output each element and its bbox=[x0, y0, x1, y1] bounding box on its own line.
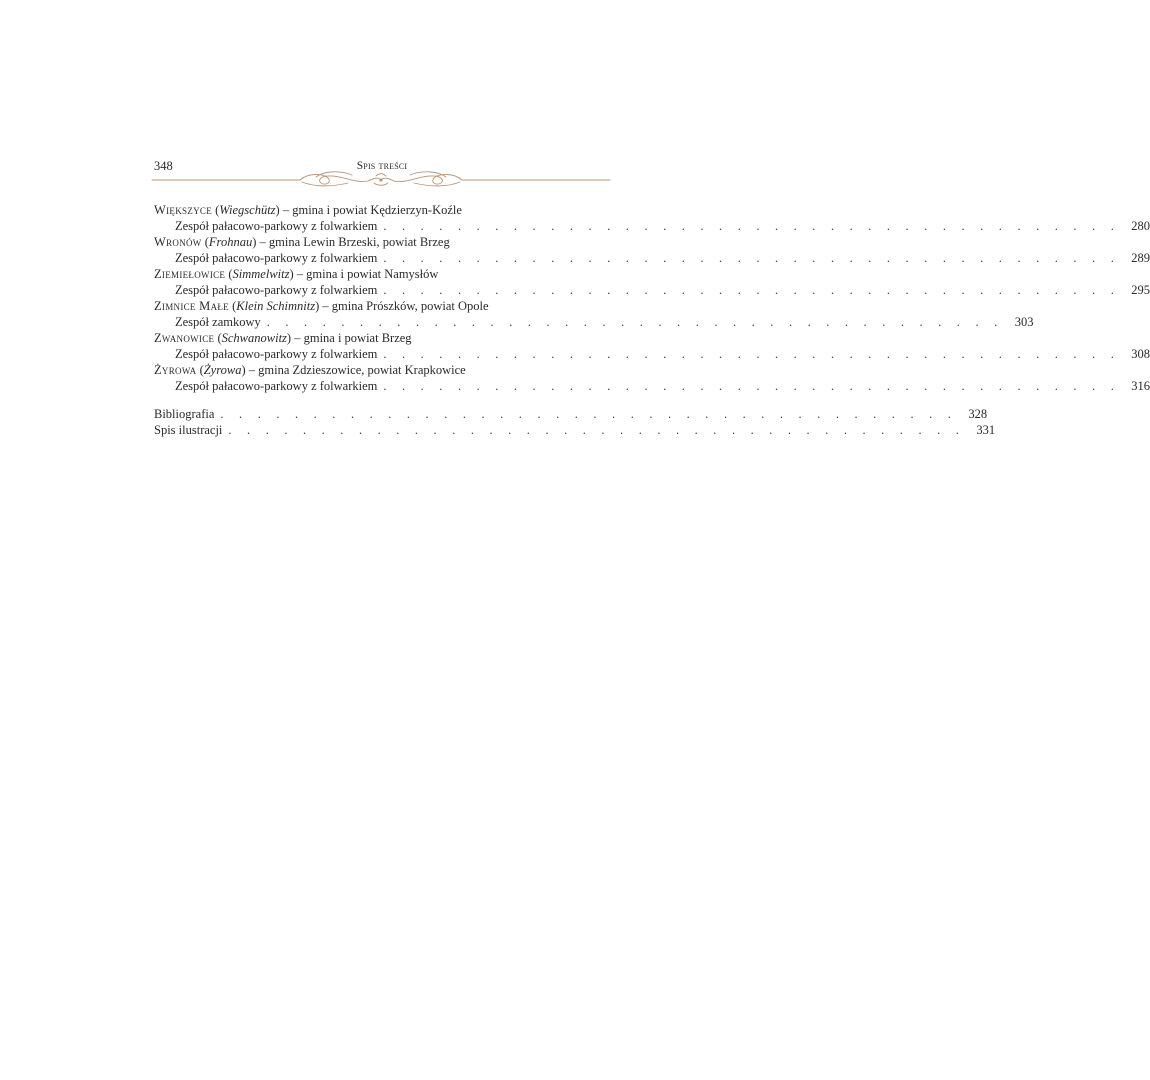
section-spacer bbox=[154, 394, 609, 406]
entry-item: Zespół pałacowo-parkowy z folwarkiem bbox=[175, 283, 378, 297]
page-ref: 331 bbox=[976, 423, 996, 437]
decorative-flourish-icon bbox=[152, 169, 610, 191]
region: gmina Prószków, powiat Opole bbox=[331, 299, 489, 313]
region: gmina i powiat Kędzierzyn-Koźle bbox=[292, 203, 462, 217]
entry-title bbox=[154, 202, 609, 218]
toc-entry-ziemielowice bbox=[154, 266, 1150, 298]
page-ref: 280 bbox=[1131, 219, 1150, 233]
entry-item: Zespół zamkowy bbox=[175, 315, 261, 329]
entry-item: Zespół pałacowo-parkowy z folwarkiem bbox=[175, 219, 378, 233]
page-header bbox=[0, 0, 763, 200]
paren-open: ( bbox=[228, 299, 237, 313]
paren-open: ( bbox=[225, 267, 233, 281]
paren-open: ( bbox=[196, 363, 204, 377]
entry-title bbox=[154, 362, 609, 378]
page-ref: 308 bbox=[1131, 347, 1150, 361]
place-name: Wronów bbox=[154, 235, 202, 249]
german-name: Frohnau bbox=[208, 235, 253, 249]
region: gmina Lewin Brzeski, powiat Brzeg bbox=[268, 235, 450, 249]
place-name: Ziemiełowice bbox=[154, 267, 226, 281]
region: gmina Zdzieszowice, powiat Krapkowice bbox=[258, 363, 466, 377]
dot-leader: . . . . . . . . . . . . . . . . . . . . . . . . . . . . . . . . . . . . . . . . bbox=[266, 315, 1004, 329]
paren-open: ( bbox=[212, 203, 220, 217]
region: gmina i powiat Namysłów bbox=[306, 267, 439, 281]
toc-line-illustrations[interactable] bbox=[154, 422, 996, 438]
toc-line[interactable] bbox=[154, 314, 1034, 330]
entry-item: Zespół pałacowo-parkowy z folwarkiem bbox=[175, 251, 378, 265]
entry-title bbox=[154, 234, 609, 250]
toc-line[interactable] bbox=[154, 282, 1150, 298]
toc-line[interactable] bbox=[154, 218, 1150, 234]
toc-entry-zimnice-male bbox=[154, 298, 1034, 330]
dot-leader: . . . . . . . . . . . . . . . . . . . . . . . . . . . . . . . . . . . . . . . . bbox=[383, 219, 1121, 233]
german-name: Wiegschütz bbox=[219, 203, 276, 217]
entry-item: Zespół pałacowo-parkowy z folwarkiem bbox=[175, 347, 378, 361]
paren-close: ) – bbox=[315, 299, 332, 313]
entry-item: Zespół pałacowo-parkowy z folwarkiem bbox=[175, 379, 378, 393]
paren-close: ) – bbox=[252, 235, 269, 249]
toc-entry-wronow bbox=[154, 234, 1150, 266]
toc-line[interactable] bbox=[154, 378, 1150, 394]
dot-leader: . . . . . . . . . . . . . . . . . . . . . . . . . . . . . . . . . . . . . . . . bbox=[220, 407, 958, 421]
illustrations-label: Spis ilustracji bbox=[154, 423, 223, 437]
toc-entry-zyrowa bbox=[154, 362, 1150, 394]
place-name: Żyrowa bbox=[154, 363, 197, 377]
place-name: Zimnice Małe bbox=[154, 299, 229, 313]
german-name: Żyrowa bbox=[203, 363, 242, 377]
dot-leader: . . . . . . . . . . . . . . . . . . . . . . . . . . . . . . . . . . . . . . . . bbox=[383, 283, 1121, 297]
page-ref: 295 bbox=[1131, 283, 1150, 297]
place-name: Większyce bbox=[154, 203, 212, 217]
paren-close: ) – bbox=[275, 203, 293, 217]
german-name: Schwanowitz bbox=[221, 331, 287, 345]
dot-leader: . . . . . . . . . . . . . . . . . . . . . . . . . . . . . . . . . . . . . . . . bbox=[383, 251, 1121, 265]
place-name: Zwanowice bbox=[154, 331, 215, 345]
toc-entry-zwanowice bbox=[154, 330, 1150, 362]
toc-line-bibliography[interactable] bbox=[154, 406, 988, 422]
page-ref: 289 bbox=[1131, 251, 1150, 265]
entry-title bbox=[154, 266, 609, 282]
paren-close: ) – bbox=[286, 331, 304, 345]
table-of-contents bbox=[154, 202, 1150, 438]
paren-close: ) – bbox=[289, 267, 307, 281]
toc-line[interactable] bbox=[154, 346, 1150, 362]
paren-open: ( bbox=[201, 235, 209, 249]
german-name: Klein Schimnitz bbox=[236, 299, 316, 313]
dot-leader: . . . . . . . . . . . . . . . . . . . . . . . . . . . . . . . . . . . . . . . . bbox=[228, 423, 966, 437]
paren-open: ( bbox=[214, 331, 222, 345]
running-head-title: Spis treści bbox=[356, 160, 408, 172]
page-ref: 303 bbox=[1014, 315, 1034, 329]
german-name: Simmelwitz bbox=[232, 267, 290, 281]
entry-title bbox=[154, 330, 609, 346]
page-ref: 328 bbox=[968, 407, 988, 421]
page-ref: 316 bbox=[1131, 379, 1150, 393]
page-number: 348 bbox=[154, 159, 173, 173]
entry-title bbox=[154, 298, 609, 314]
region: gmina i powiat Brzeg bbox=[303, 331, 412, 345]
dot-leader: . . . . . . . . . . . . . . . . . . . . . . . . . . . . . . . . . . . . . . . . bbox=[383, 379, 1121, 393]
dot-leader: . . . . . . . . . . . . . . . . . . . . . . . . . . . . . . . . . . . . . . . . bbox=[383, 347, 1121, 361]
paren-close: ) – bbox=[241, 363, 259, 377]
bibliography-label: Bibliografia bbox=[154, 407, 215, 421]
toc-line[interactable] bbox=[154, 250, 1150, 266]
toc-entry-wiekszyce bbox=[154, 202, 1150, 234]
